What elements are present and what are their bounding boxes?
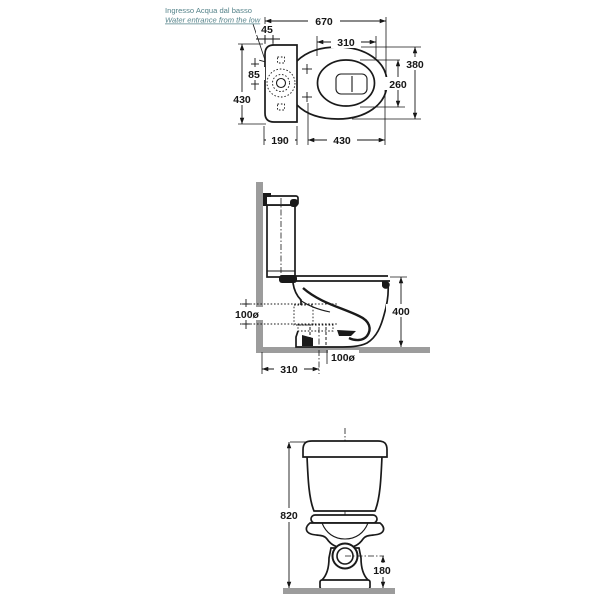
dim-label-380: 380 xyxy=(406,59,424,71)
dim-label-190: 190 xyxy=(271,135,289,147)
lid-end-cap xyxy=(290,199,298,207)
annotation-english: Water entrance from the low xyxy=(165,15,261,25)
bowl-plan-outline xyxy=(297,47,387,119)
seat-front-band xyxy=(311,515,377,523)
dim-label-100-floor: 100ø xyxy=(331,352,355,364)
dim-label-400: 400 xyxy=(392,306,410,318)
dim-label-310-side: 310 xyxy=(280,364,298,376)
side-view xyxy=(232,182,430,376)
pedestal-foot xyxy=(320,580,370,589)
wall-section xyxy=(256,182,263,347)
annotation-italian: Ingresso Acqua dal basso xyxy=(165,6,252,15)
tank-front-lid xyxy=(303,441,387,457)
dim-label-180: 180 xyxy=(373,565,391,577)
fixing-hole-marks xyxy=(302,64,312,102)
floor-section-front xyxy=(283,588,395,594)
front-view xyxy=(274,428,397,594)
trap-black-strip xyxy=(337,330,356,336)
dim-label-820: 820 xyxy=(280,510,298,522)
dim-label-430-left: 430 xyxy=(233,94,251,106)
tank-front-body xyxy=(307,456,382,511)
dim-label-100-wall: 100ø xyxy=(235,309,259,321)
bowl-back-profile xyxy=(338,283,388,347)
dim-label-260: 260 xyxy=(389,79,407,91)
bowl-front-profile xyxy=(293,283,301,305)
dim-label-310-top: 310 xyxy=(337,37,355,49)
side-view-dimension-lines xyxy=(242,277,401,369)
foot-black-wedge xyxy=(302,335,313,346)
seat-opening xyxy=(318,60,375,106)
dim-label-85: 85 xyxy=(248,69,260,81)
seat-hinge xyxy=(279,275,297,283)
top-view xyxy=(165,6,430,147)
dim-label-430-bottom: 430 xyxy=(333,135,351,147)
dim-label-670: 670 xyxy=(315,16,333,28)
dim-label-45: 45 xyxy=(261,24,273,36)
